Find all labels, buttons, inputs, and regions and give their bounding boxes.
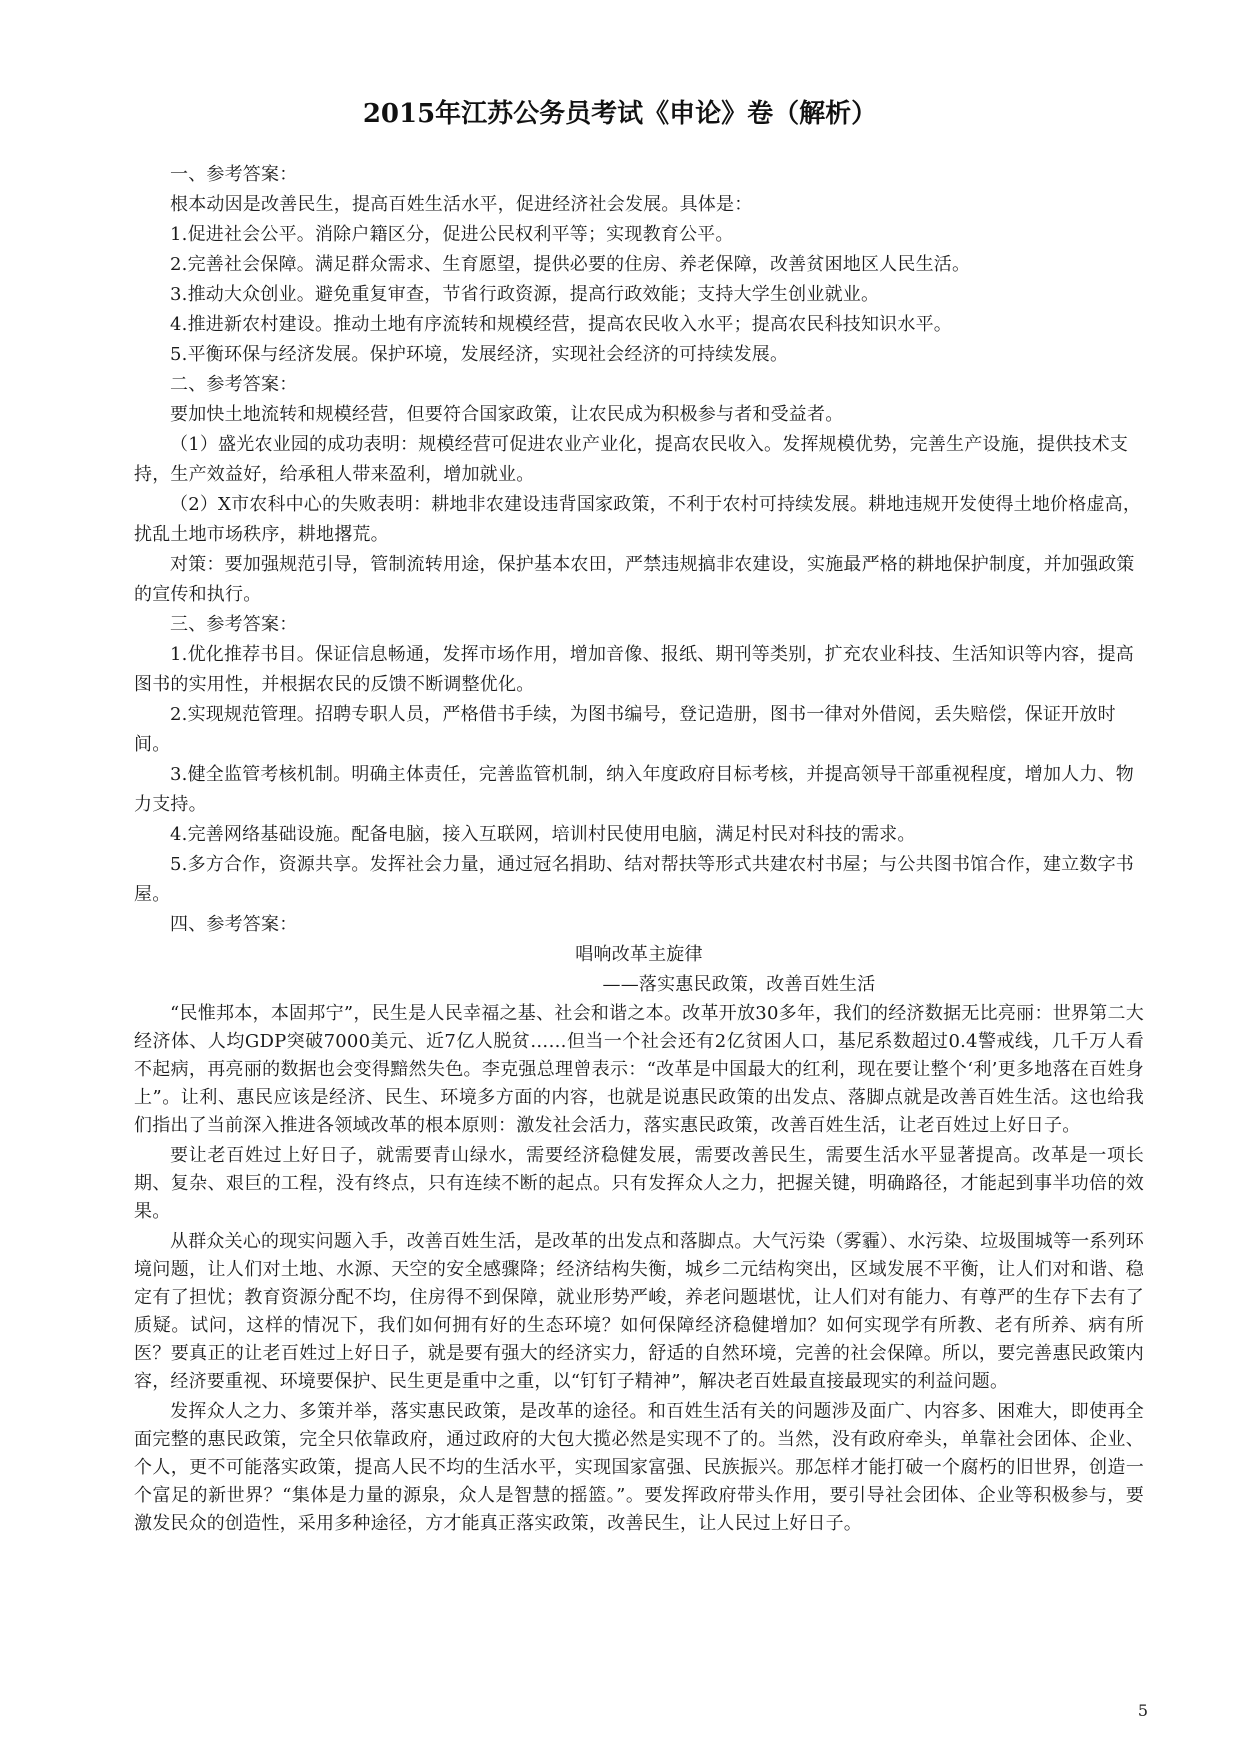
section-1-item: 1.促进社会公平。消除户籍区分，促进公民权利平等；实现教育公平。 <box>170 224 734 245</box>
essay-paragraph: 发挥众人之力、多策并举，落实惠民政策，是改革的途径。和百姓生活有关的问题涉及面广、内容多、困难大，即使再全面完整的惠民政策，完全只依靠政府，通过政府的大包大揽必然是实现不了的。当然，没有政府牵头，单靠社会团体、企业、个人，更不可能落实政策，提高人民不均的生活水平，实现国家富强、民族振兴。那怎样才能打破一个腐朽的旧世界，创造一个富足的新世界？“集体是力量的源泉，众人是智慧的摇篮。”。要发挥政府带头作用，要引导社会团体、企业等积极参与，要激发民众的创造性，采用多种途径，方才能真正落实政策，改善民生，让人民过上好日子。 <box>134 1401 1144 1534</box>
section-1-item: 5.平衡环保与经济发展。保护环境，发展经济，实现社会经济的可持续发展。 <box>170 344 789 365</box>
section-1-item: 2.完善社会保障。满足群众需求、生育愿望，提供必要的住房、养老保障，改善贫困地区人民生活。 <box>170 254 971 275</box>
section-3-heading: 三、参考答案： <box>170 614 298 635</box>
section-3-item: 5.多方合作，资源共享。发挥社会力量，通过冠名捐助、结对帮扶等形式共建农村书屋；与公共图书馆合作，建立数字书屋。 <box>134 854 1134 905</box>
page-number: 5 <box>1137 1701 1148 1720</box>
section-2-paragraph: （2）X市农科中心的失败表明：耕地非农建设违背国家政策，不利于农村可持续发展。耕地违规开发使得土地价格虚高，扰乱土地市场秩序，耕地撂荒。 <box>134 494 1142 545</box>
essay-paragraph: 从群众关心的现实问题入手，改善百姓生活，是改革的出发点和落脚点。大气污染（雾霾）、水污染、垃圾围城等一系列环境问题，让人们对土地、水源、天空的安全感骤降；经济结构失衡，城乡二元结构突出，区域发展不平衡，让人们对和谐、稳定有了担忧；教育资源分配不均，住房得不到保障，就业形势严峻，养老问题堪忧，让人们对有能力、有尊严的生存下去有了质疑。试问，这样的情况下，我们如何拥有好的生态环境？如何保障经济稳健增加？如何实现学有所教、老有所养、病有所医？要真正的让老百姓过上好日子，就是要有强大的经济实力，舒适的自然环境，完善的社会保障。所以，要完善惠民政策内容，经济要重视、环境要保护、民生更是重中之重，以“钉钉子精神”，解决老百姓最直接最现实的利益问题。 <box>134 1231 1144 1392</box>
section-2-paragraph: （1）盛光农业园的成功表明：规模经营可促进农业产业化，提高农民收入。发挥规模优势，完善生产设施，提供技术支持，生产效益好，给承租人带来盈利，增加就业。 <box>134 434 1129 485</box>
section-3-item: 4.完善网络基础设施。配备电脑，接入互联网，培训村民使用电脑，满足村民对科技的需求。 <box>170 824 916 845</box>
essay-body <box>134 1000 1144 1538</box>
essay-paragraph: 要让老百姓过上好日子，就需要青山绿水，需要经济稳健发展，需要改善民生，需要生活水平显著提高。改革是一项长期、复杂、艰巨的工程，没有终点，只有连续不断的起点。只有发挥众人之力，把握关键，明确路径，才能起到事半功倍的效果。 <box>134 1145 1144 1222</box>
section-2-heading: 二、参考答案： <box>170 374 298 395</box>
essay-paragraph: “民惟邦本，本固邦宁”，民生是人民幸福之基、社会和谐之本。改革开放30多年，我们的经济数据无比亮丽：世界第二大经济体、人均GDP突破7000美元、近7亿人脱贫……但当一个社会还有2亿贫困人口，基尼系数超过0.4警戒线，几千万人看不起病，再亮丽的数据也会变得黯然失色。李克强总理曾表示：“改革是中国最大的红利，现在要让整个‘利’更多地落在百姓身上”。让利、惠民应该是经济、民生、环境多方面的内容，也就是说惠民政策的出发点、落脚点就是改善百姓生活。这也给我们指出了当前深入推进各领域改革的根本原则：激发社会活力，落实惠民政策，改善百姓生活，让老百姓过上好日子。 <box>134 1003 1144 1136</box>
document-body <box>134 160 1144 1538</box>
essay-title: 唱响改革主旋律 <box>575 944 703 965</box>
section-3-item: 1.优化推荐书目。保证信息畅通，发挥市场作用，增加音像、报纸、期刊等类别，扩充农业科技、生活知识等内容，提高图书的实用性，并根据农民的反馈不断调整优化。 <box>134 644 1134 695</box>
section-2-paragraph: 对策：要加强规范引导，管制流转用途，保护基本农田，严禁违规搞非农建设，实施最严格的耕地保护制度，并加强政策的宣传和执行。 <box>134 554 1135 605</box>
section-3-item: 2.实现规范管理。招聘专职人员，严格借书手续，为图书编号，登记造册，图书一律对外借阅，丢失赔偿，保证开放时间。 <box>134 704 1116 755</box>
section-1-item: 4.推进新农村建设。推动土地有序流转和规模经营，提高农民收入水平；提高农民科技知识水平。 <box>170 314 952 335</box>
section-2-intro: 要加快土地流转和规模经营，但要符合国家政策，让农民成为积极参与者和受益者。 <box>170 404 844 425</box>
page-title: 2015年江苏公务员考试《申论》卷（解析） <box>362 99 878 129</box>
section-1-heading: 一、参考答案： <box>170 164 298 185</box>
essay-subtitle: ——落实惠民政策，改善百姓生活 <box>602 974 876 995</box>
section-1-intro: 根本动因是改善民生，提高百姓生活水平，促进经济社会发展。具体是： <box>170 194 753 215</box>
section-3-item: 3.健全监管考核机制。明确主体责任，完善监管机制，纳入年度政府目标考核，并提高领导干部重视程度，增加人力、物力支持。 <box>134 764 1134 815</box>
section-1-item: 3.推动大众创业。避免重复审查，节省行政资源，提高行政效能；支持大学生创业就业。 <box>170 284 880 305</box>
section-4-heading: 四、参考答案： <box>170 914 298 935</box>
